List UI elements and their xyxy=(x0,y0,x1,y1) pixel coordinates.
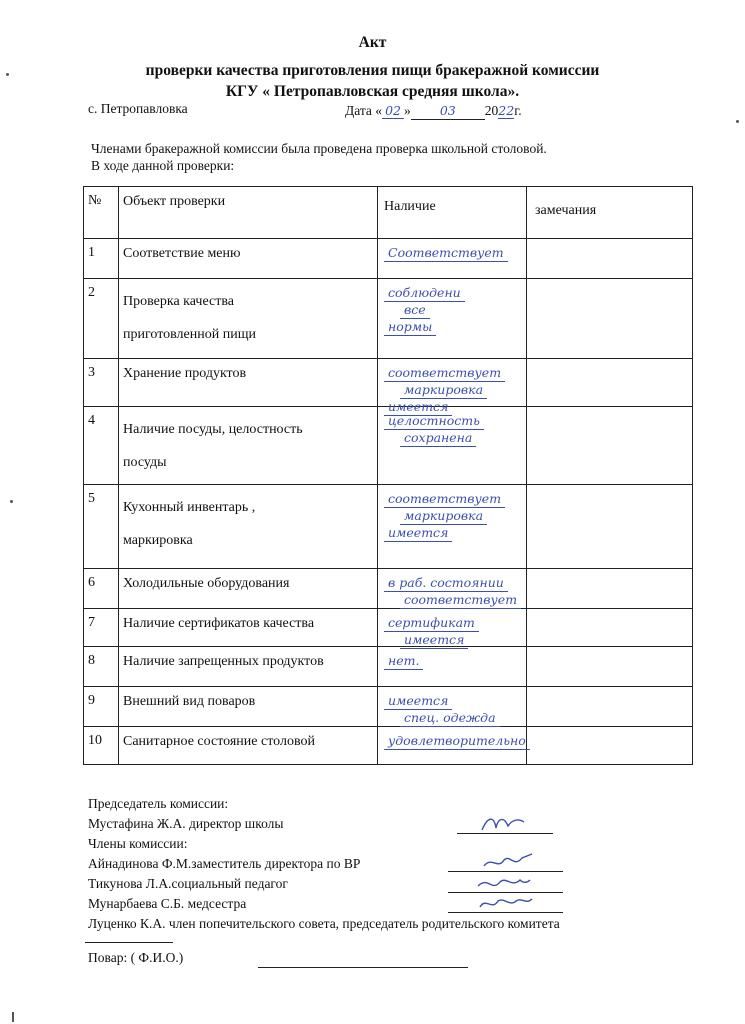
table-row xyxy=(84,239,693,279)
handwritten-line: маркировка xyxy=(400,508,487,525)
header-object: Объект проверки xyxy=(119,187,378,239)
row-presence xyxy=(378,647,527,687)
table-row xyxy=(84,279,693,359)
member-3-signature xyxy=(476,893,536,915)
row-remarks xyxy=(527,279,693,359)
chair-label: Председатель комиссии: xyxy=(88,796,229,811)
date-month: 03 xyxy=(439,103,456,118)
handwritten-line: сохранена xyxy=(400,430,476,447)
row-number: 5 xyxy=(84,485,119,569)
handwritten-line: соблюдени xyxy=(384,285,465,302)
place-label: с. Петропавловка xyxy=(88,101,188,116)
date-day: 02 xyxy=(382,103,404,119)
intro-line-2: В ходе данной проверки: xyxy=(91,158,235,173)
row-object-line: Наличие сертификатов качества xyxy=(123,616,315,631)
date-month-wrap xyxy=(411,103,485,120)
row-object-line: Соответствие меню xyxy=(123,246,241,261)
row-object-line: Холодильные оборудования xyxy=(123,576,290,591)
row-object xyxy=(119,485,378,569)
handwritten-line: имеется xyxy=(384,399,452,416)
scan-speck xyxy=(10,500,13,503)
handwritten-note xyxy=(384,285,465,336)
row-object-line: Внешний вид поваров xyxy=(123,694,256,709)
row-number: 7 xyxy=(84,609,119,647)
row-remarks xyxy=(527,727,693,765)
row-remarks xyxy=(527,609,693,647)
member-4: Луценко К.А. член попечительского совета, председатель родительского комитета xyxy=(88,916,560,931)
row-remarks xyxy=(527,485,693,569)
handwritten-line: нет. xyxy=(384,653,423,670)
member-3: Мунарбаева С.Б. медсестра xyxy=(88,896,247,911)
header-num: № xyxy=(84,187,119,239)
table-row xyxy=(84,609,693,647)
doc-subtitle: проверки качества приготовления пищи бракеражной комиссии xyxy=(145,62,600,79)
doc-organization: КГУ « Петропавловская средняя школа». xyxy=(225,83,520,100)
scan-speck xyxy=(736,120,739,123)
handwritten-note xyxy=(384,615,479,649)
member-1-signature xyxy=(480,850,540,874)
row-object xyxy=(119,687,378,727)
cook-label: Повар: ( Ф.И.О.) xyxy=(88,950,184,965)
table-row xyxy=(84,727,693,765)
table-row xyxy=(84,485,693,569)
row-presence xyxy=(378,359,527,414)
chair-name: Мустафина Ж.А. директор школы xyxy=(88,816,284,831)
row-remarks xyxy=(527,687,693,727)
handwritten-line: в раб. состоянии xyxy=(384,575,508,592)
handwritten-note xyxy=(384,245,508,262)
row-object xyxy=(119,239,378,279)
table-row xyxy=(84,647,693,687)
row-number: 9 xyxy=(84,687,119,727)
date-year-prefix: 20 xyxy=(484,103,499,118)
row-presence xyxy=(378,687,527,727)
member-1: Айнадинова Ф.М.заместитель директора по ВР xyxy=(88,856,361,871)
handwritten-note xyxy=(384,491,505,542)
row-number: 2 xyxy=(84,279,119,359)
scan-speck xyxy=(12,1012,14,1022)
handwritten-line: соответствует xyxy=(384,491,505,508)
handwritten-line: Соответствует xyxy=(384,245,508,262)
row-object-line: маркировка xyxy=(123,533,193,548)
header-remarks: замечания xyxy=(527,187,693,239)
member-2: Тикунова Л.А.социальный педагог xyxy=(88,876,288,891)
row-object-line: Проверка качества xyxy=(123,294,234,309)
handwritten-line: соответствует xyxy=(384,365,505,382)
row-object xyxy=(119,569,378,609)
row-presence xyxy=(378,485,527,569)
row-number: 4 xyxy=(84,407,119,485)
handwritten-line: маркировка xyxy=(400,382,487,399)
row-remarks xyxy=(527,647,693,687)
left-short-line xyxy=(85,942,173,943)
row-object xyxy=(119,407,378,485)
chair-signature xyxy=(478,812,528,836)
row-object-line: Кухонный инвентарь , xyxy=(123,500,256,515)
handwritten-line: имеется xyxy=(384,693,452,710)
row-presence xyxy=(378,407,527,485)
row-object-line: Наличие посуды, целостность xyxy=(123,422,303,437)
row-number: 6 xyxy=(84,569,119,609)
row-remarks xyxy=(527,239,693,279)
date-end: г. xyxy=(514,103,522,118)
row-object-line: Наличие запрещенных продуктов xyxy=(123,654,324,669)
row-presence xyxy=(378,279,527,359)
row-remarks xyxy=(527,407,693,485)
date-label: Дата « xyxy=(345,103,383,118)
handwritten-line: сертификат xyxy=(384,615,479,632)
handwritten-note xyxy=(384,413,484,447)
row-number: 10 xyxy=(84,727,119,765)
row-number: 8 xyxy=(84,647,119,687)
handwritten-line: имеется xyxy=(384,525,452,542)
row-object xyxy=(119,609,378,647)
handwritten-line: нормы xyxy=(384,319,436,336)
table-row xyxy=(84,407,693,485)
row-object xyxy=(119,647,378,687)
row-presence xyxy=(378,239,527,279)
row-presence xyxy=(378,569,527,609)
date-sep: » xyxy=(404,103,411,118)
row-remarks xyxy=(527,569,693,609)
row-presence xyxy=(378,727,527,765)
row-remarks xyxy=(527,359,693,407)
handwritten-note xyxy=(384,693,500,727)
row-object xyxy=(119,279,378,359)
row-number: 1 xyxy=(84,239,119,279)
row-object xyxy=(119,359,378,407)
scan-speck xyxy=(6,73,9,76)
table-row xyxy=(84,359,693,407)
intro-line-1: Членами бракеражной комиссии была проведена проверка школьной столовой. xyxy=(91,141,547,156)
table-row xyxy=(84,569,693,609)
row-object-line: приготовленной пищи xyxy=(123,327,256,342)
handwritten-line: все xyxy=(400,302,430,319)
cook-signature-line xyxy=(258,967,468,968)
row-presence xyxy=(378,609,527,647)
row-number: 3 xyxy=(84,359,119,407)
handwritten-line: соответствует xyxy=(400,592,521,609)
date-year-suffix: 22 xyxy=(498,103,515,118)
row-object-line: Санитарное состояние столовой xyxy=(123,734,315,749)
row-object-line: посуды xyxy=(123,455,167,470)
doc-title: Акт xyxy=(358,34,387,51)
header-presence: Наличие xyxy=(378,187,527,239)
handwritten-line: целостность xyxy=(384,413,484,430)
table-header-row xyxy=(84,187,693,239)
handwritten-line: имеется xyxy=(400,632,468,649)
handwritten-note xyxy=(384,653,423,670)
handwritten-note xyxy=(384,575,521,609)
handwritten-note xyxy=(384,733,530,750)
members-label: Члены комиссии: xyxy=(88,836,188,851)
row-object-line: Хранение продуктов xyxy=(123,366,247,381)
handwritten-line: спец. одежда xyxy=(400,710,500,727)
inspection-table xyxy=(83,186,693,765)
date-field xyxy=(345,103,522,120)
table-row xyxy=(84,687,693,727)
handwritten-line: удовлетворительно xyxy=(384,733,530,750)
row-object xyxy=(119,727,378,765)
